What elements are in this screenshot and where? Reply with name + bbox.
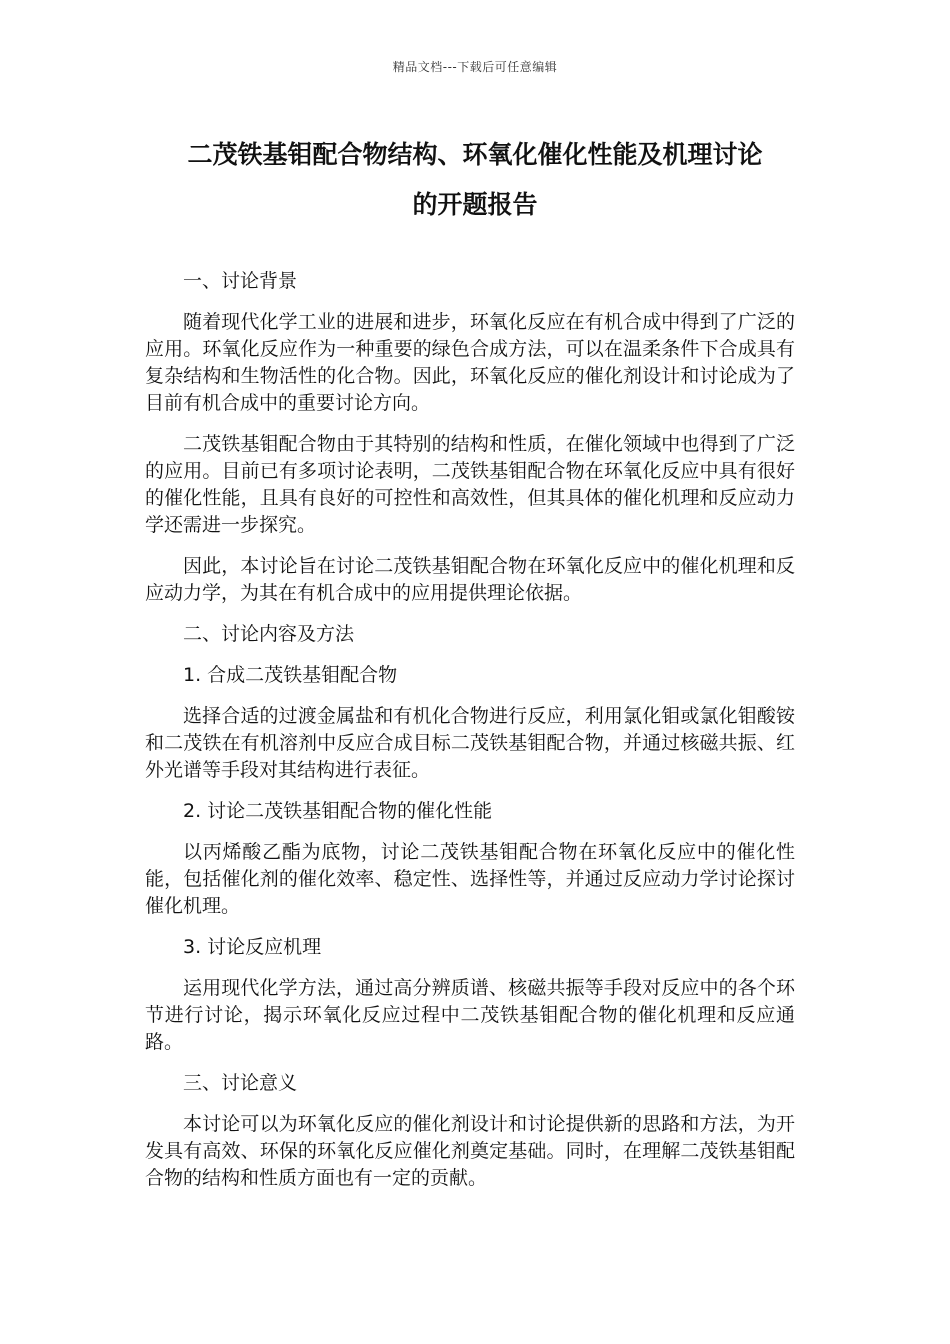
paragraph-synthesis: 选择合适的过渡金属盐和有机化合物进行反应，利用氯化钼或氯化钼酸铵和二茂铁在有机溶剂中反应合成目标二茂铁基钼配合物，并通过核磁共振、红外光谱等手段对其结构进行表征。 [145,705,795,781]
title-line-1: 二茂铁基钼配合物结构、环氧化催化性能及机理讨论 [187,140,763,169]
section-heading-content-methods: 二、讨论内容及方法 [183,623,355,645]
section-heading-background: 一、讨论背景 [183,270,298,292]
paragraph-background-3: 因此，本讨论旨在讨论二茂铁基钼配合物在环氧化反应中的催化机理和反应动力学，为其在有机合成中的应用提供理论依据。 [145,555,795,604]
section-heading-significance: 三、讨论意义 [183,1072,298,1094]
subsection-heading-catalysis: 2. 讨论二茂铁基钼配合物的催化性能 [183,800,493,822]
document-body [145,268,795,1206]
paragraph-catalysis: 以丙烯酸乙酯为底物，讨论二茂铁基钼配合物在环氧化反应中的催化性能，包括催化剂的催化效率、稳定性、选择性等，并通过反应动力学讨论探讨催化机理。 [145,841,795,917]
title-line-2: 的开题报告 [412,190,538,219]
paragraph-background-1: 随着现代化学工业的进展和进步，环氧化反应在有机合成中得到了广泛的应用。环氧化反应作为一种重要的绿色合成方法，可以在温柔条件下合成具有复杂结构和生物活性的化合物。因此，环氧化反应的催化剂设计和讨论成为了目前有机合成中的重要讨论方向。 [145,311,795,414]
subsection-heading-mechanism: 3. 讨论反应机理 [183,936,322,958]
paragraph-background-2: 二茂铁基钼配合物由于其特别的结构和性质，在催化领域中也得到了广泛的应用。目前已有多项讨论表明，二茂铁基钼配合物在环氧化反应中具有很好的催化性能，且具有良好的可控性和高效性，但其具体的催化机理和反应动力学还需进一步探究。 [145,433,795,536]
paragraph-mechanism: 运用现代化学方法，通过高分辨质谱、核磁共振等手段对反应中的各个环节进行讨论，揭示环氧化反应过程中二茂铁基钼配合物的催化机理和反应通路。 [145,977,795,1053]
paragraph-significance: 本讨论可以为环氧化反应的催化剂设计和讨论提供新的思路和方法，为开发具有高效、环保的环氧化反应催化剂奠定基础。同时，在理解二茂铁基钼配合物的结构和性质方面也有一定的贡献。 [145,1113,795,1189]
subsection-heading-synthesis: 1. 合成二茂铁基钼配合物 [183,664,398,686]
header-note: 精品文档---下载后可任意编辑 [392,60,558,74]
document-title [120,130,830,230]
